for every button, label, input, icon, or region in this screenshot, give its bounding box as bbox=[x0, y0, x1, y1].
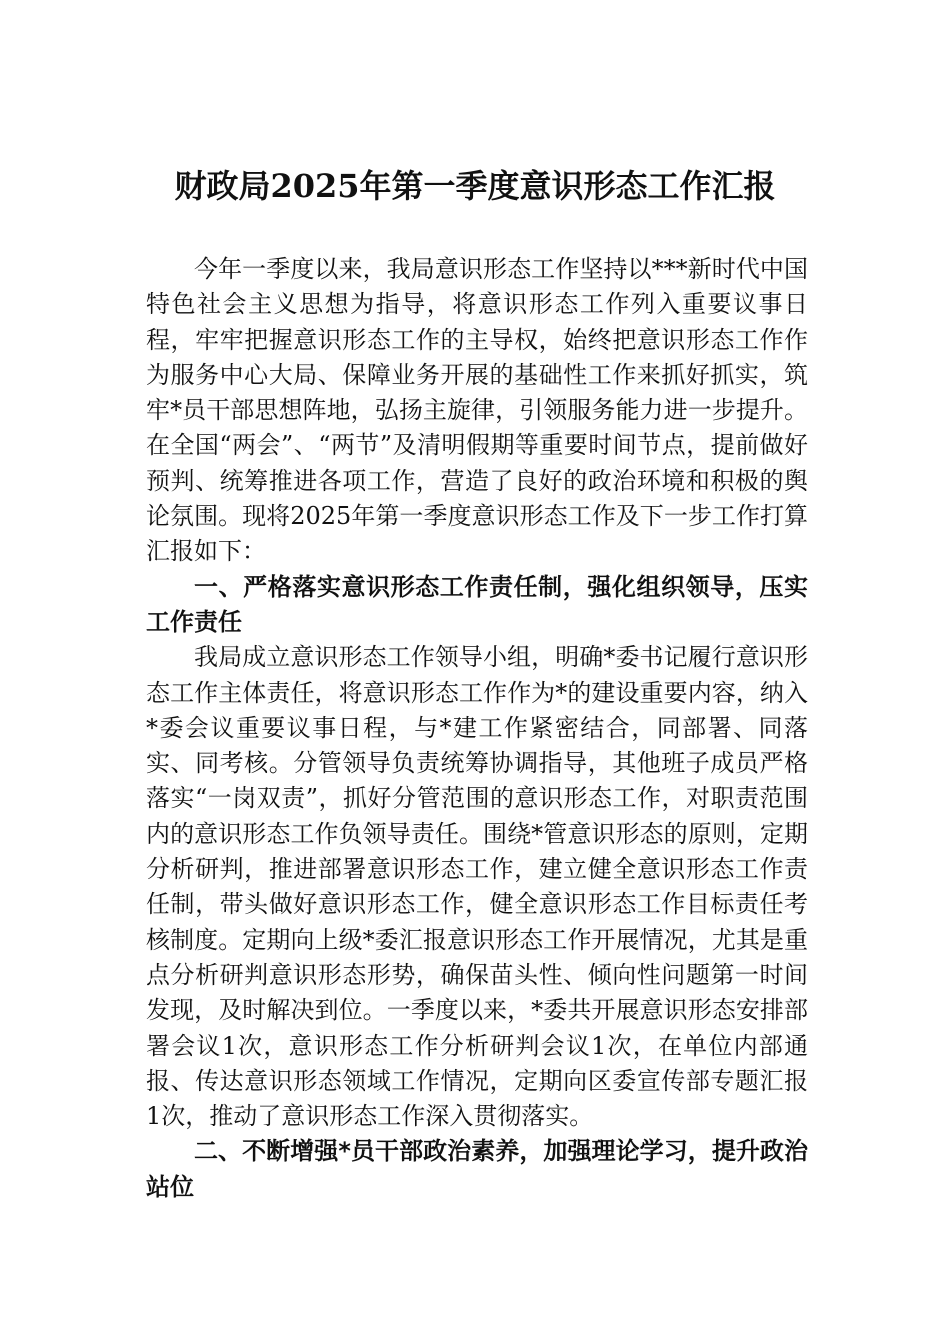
section-heading-2: 二、不断增强*员干部政治素养，加强理论学习，提升政治站位 bbox=[146, 1137, 808, 1201]
section-1-paragraph: 我局成立意识形态工作领导小组，明确*委书记履行意识形态工作主体责任，将意识形态工作作为*的建设重要内容，纳入*委会议重要议事日程，与*建工作紧密结合，同部署、同落实、同考核。分管领导负责统筹协调指导，其他班子成员严格落实“一岗双责”，抓好分管范围的意识形态工作，对职责范围内的意识形态工作负领导责任。围绕*管意识形态的原则，定期分析研判，推进部署意识形态工作，建立健全意识形态工作责任制，带头做好意识形态工作，健全意识形态工作目标责任考核制度。定期向上级*委汇报意识形态工作开展情况，尤其是重点分析研判意识形态形势，确保苗头性、倾向性问题第一时间发现，及时解决到位。一季度以来，*委共开展意识形态安排部署会议1次，意识形态工作分析研判会议1次，在单位内部通报、传达意识形态领域工作情况，定期向区委宣传部专题汇报1次，推动了意识形态工作深入贯彻落实。 bbox=[146, 643, 808, 1131]
document-title: 财政局2025年第一季度意识形态工作汇报 bbox=[174, 167, 776, 205]
intro-paragraph: 今年一季度以来，我局意识形态工作坚持以***新时代中国特色社会主义思想为指导，将意识形态工作列入重要议事日程，牢牢把握意识形态工作的主导权，始终把意识形态工作作为服务中心大局、保障业务开展的基础性工作来抓好抓实，筑牢*员干部思想阵地，弘扬主旋律，引领服务能力进一步提升。在全国“两会”、“两节”及清明假期等重要时间节点，提前做好预判、统筹推进各项工作，营造了良好的政治环境和积极的舆论氛围。现将2025年第一季度意识形态工作及下一步工作打算汇报如下： bbox=[146, 255, 808, 566]
document-body bbox=[146, 252, 808, 1205]
section-heading-1: 一、严格落实意识形态工作责任制，强化组织领导，压实工作责任 bbox=[146, 572, 808, 636]
